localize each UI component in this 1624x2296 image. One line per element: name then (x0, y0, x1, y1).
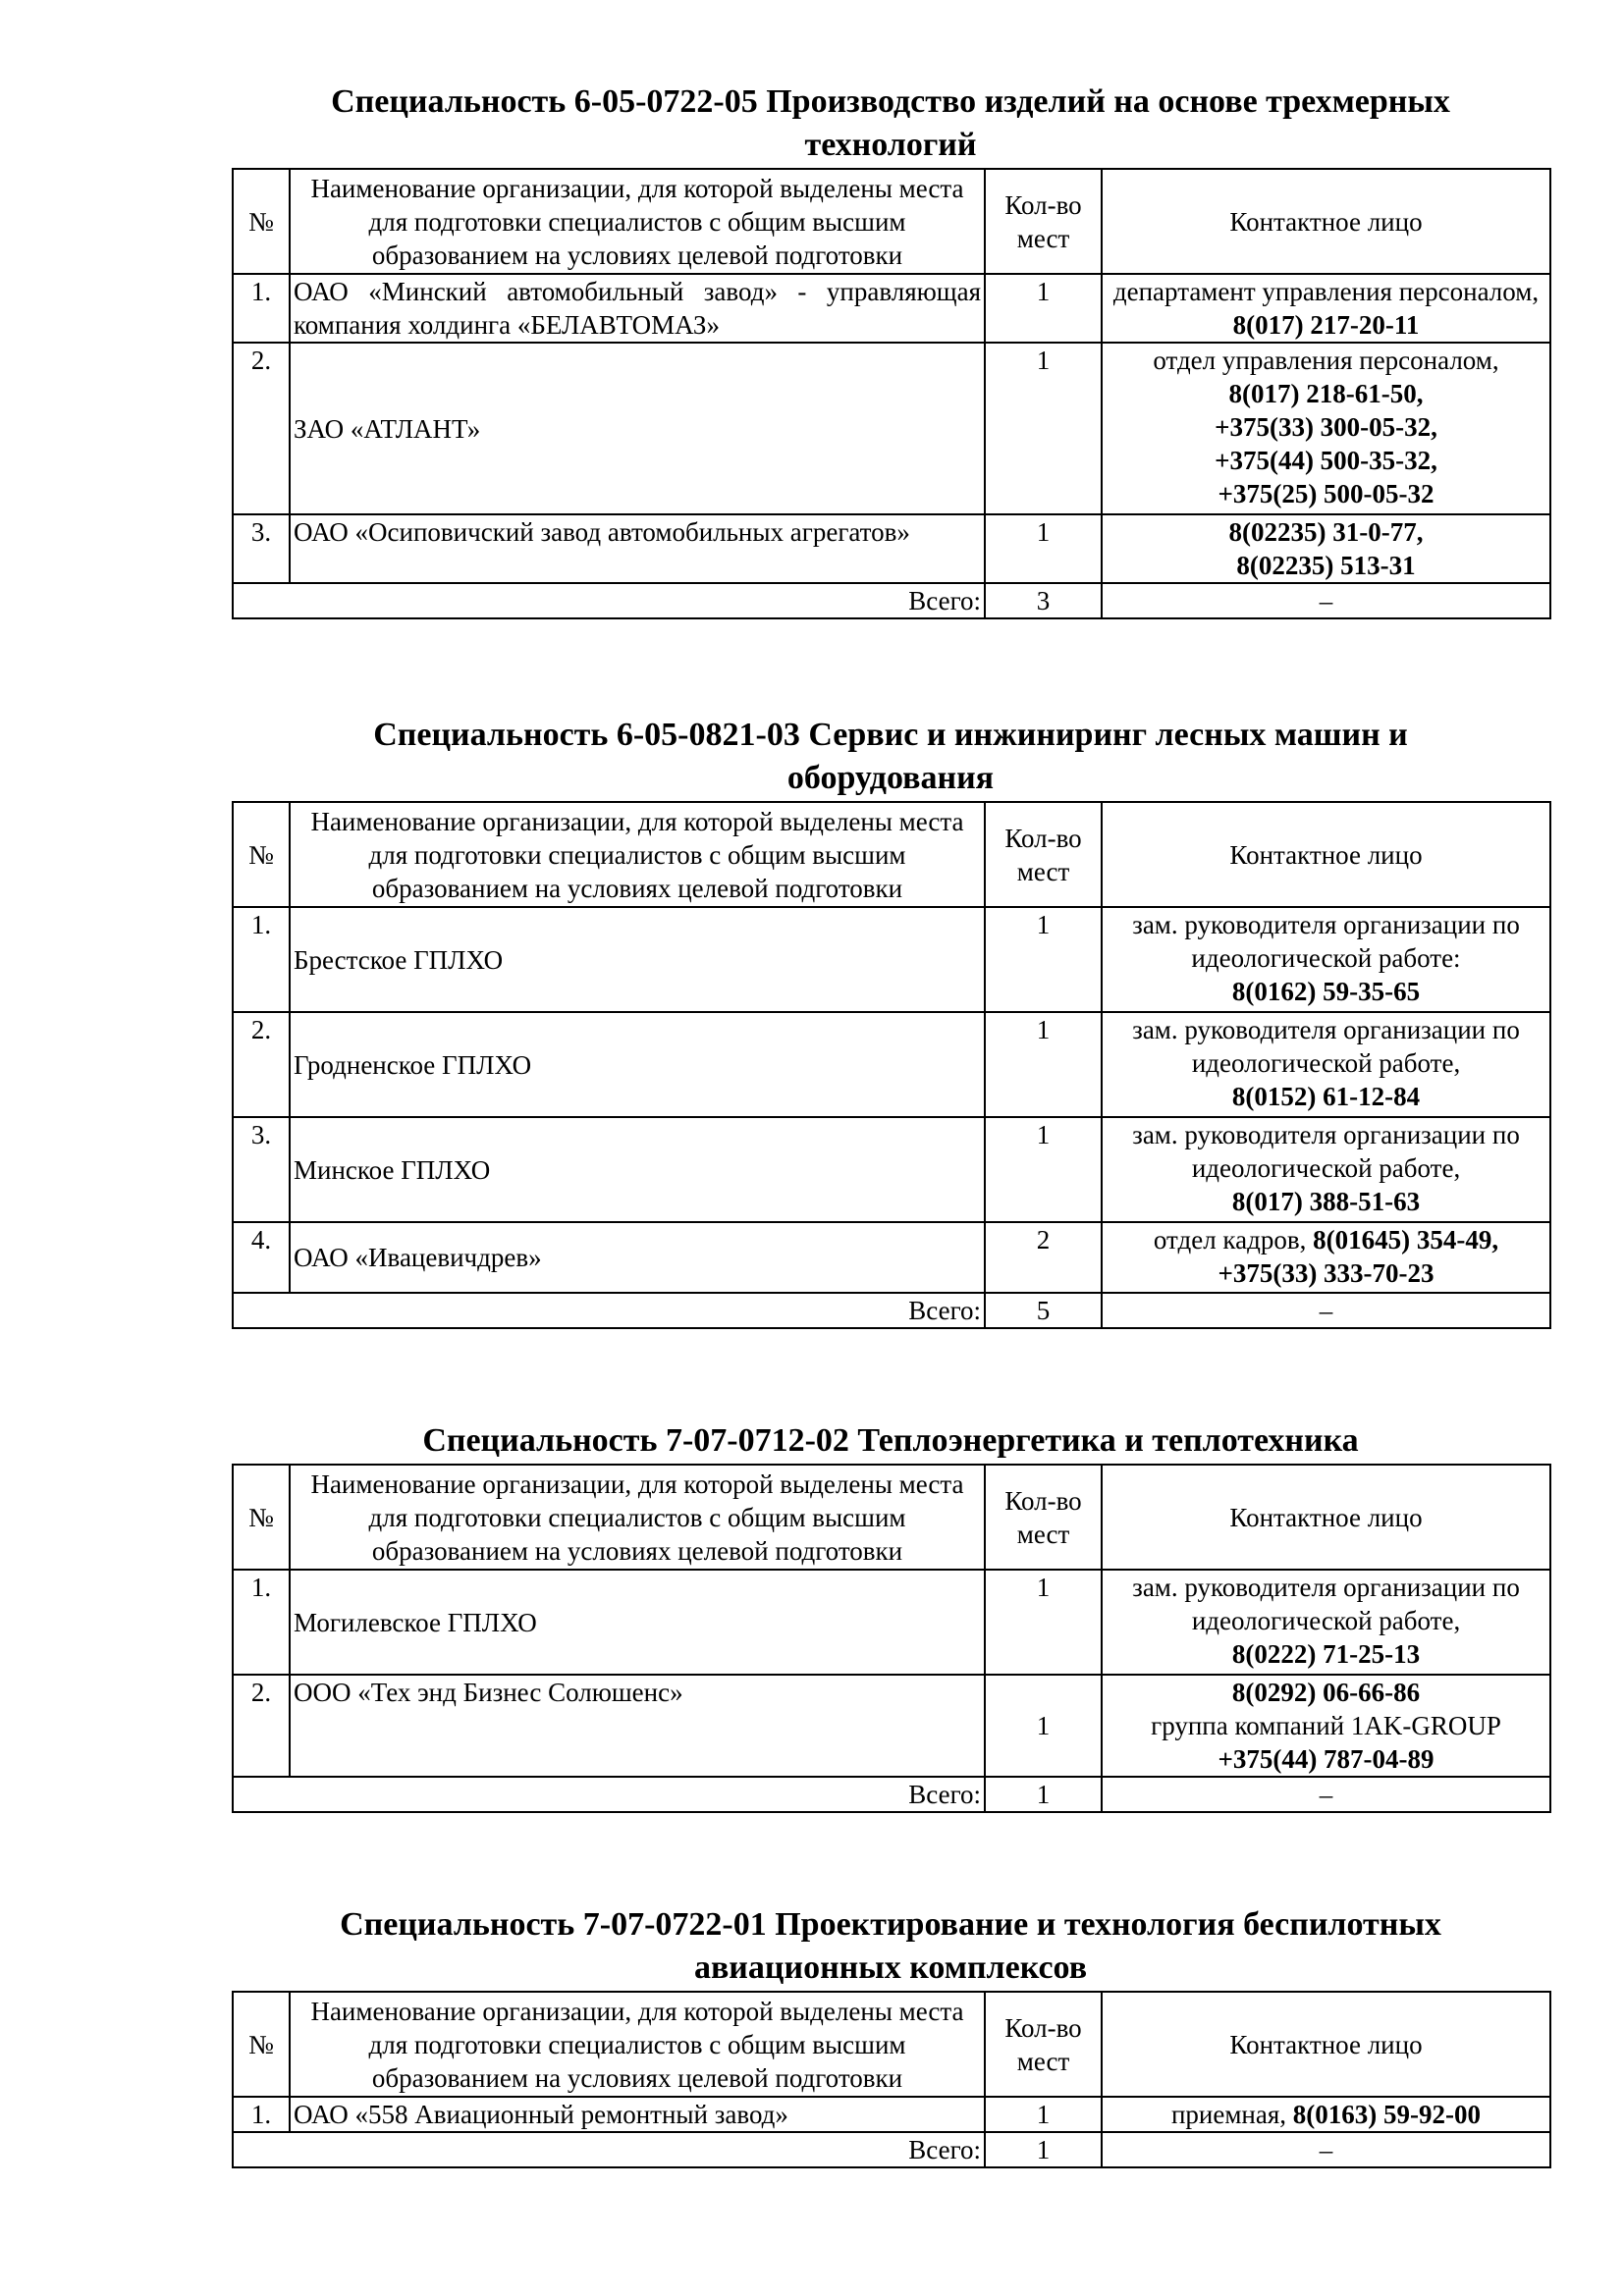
title-prefix: Специальность (331, 83, 567, 120)
row-count: 1 (985, 1117, 1102, 1222)
row-contact (1102, 514, 1550, 583)
row-org: ОАО «Осиповичский завод автомобильных агрегатов» (290, 514, 985, 583)
contact-phone: 8(017) 217-20-11 (1232, 310, 1420, 340)
specialty-code: 7-07-0712-02 (665, 1422, 849, 1459)
header-num: № (233, 1992, 290, 2097)
contact-phone: +375(44) 787-04-89 (1218, 1744, 1435, 1774)
row-count: 1 (985, 1675, 1102, 1777)
header-org: Наименование организации, для которой выделены места для подготовки специалистов с общим высшим образованием на условиях целевой подготовки (290, 1465, 985, 1570)
header-contact: Контактное лицо (1102, 802, 1550, 907)
section-title (232, 714, 1549, 800)
row-count: 1 (985, 514, 1102, 583)
row-num: 1. (233, 1570, 290, 1675)
specialty-name: Проектирование и технология беспилотных авиационных комплексов (693, 1906, 1441, 1986)
header-org: Наименование организации, для которой выделены места для подготовки специалистов с общим высшим образованием на условиях целевой подготовки (290, 802, 985, 907)
contact-text: группа компаний 1AK-GROUP (1151, 1711, 1501, 1740)
row-contact (1102, 2097, 1550, 2132)
contact-phone: 8(0163) 59-92-00 (1292, 2100, 1482, 2129)
row-count: 1 (985, 274, 1102, 343)
row-num: 1. (233, 907, 290, 1012)
total-label: Всего: (233, 583, 985, 618)
row-org: ООО «Тех энд Бизнес Солюшенс» (290, 1675, 985, 1777)
header-num: № (233, 169, 290, 274)
row-org: ОАО «Ивацевичдрев» (290, 1222, 985, 1293)
row-org: Брестское ГПЛХО (290, 907, 985, 1012)
contact-phone: 8(0292) 06-66-86 (1231, 1678, 1421, 1707)
row-contact (1102, 1570, 1550, 1675)
total-label: Всего: (233, 1777, 985, 1812)
row-contact (1102, 1675, 1550, 1777)
organizations-table (232, 168, 1551, 619)
header-org: Наименование организации, для которой выделены места для подготовки специалистов с общим высшим образованием на условиях целевой подготовки (290, 1992, 985, 2097)
table-row (233, 1675, 1550, 1777)
table-row (233, 274, 1550, 343)
contact-text: приемная, (1170, 2100, 1293, 2129)
specialty-section (232, 1903, 1549, 2168)
contact-phone: 8(0152) 61-12-84 (1231, 1082, 1421, 1111)
header-org: Наименование организации, для которой выделены места для подготовки специалистов с общим высшим образованием на условиях целевой подготовки (290, 169, 985, 274)
table-header-row (233, 1992, 1550, 2097)
organizations-table (232, 1991, 1551, 2168)
header-count: Кол-во мест (985, 169, 1102, 274)
row-num: 2. (233, 1012, 290, 1117)
row-count: 1 (985, 2097, 1102, 2132)
table-row (233, 1117, 1550, 1222)
contact-phone: 8(01645) 354-49, +375(33) 333-70-23 (1218, 1225, 1499, 1288)
row-contact (1102, 907, 1550, 1012)
table-row (233, 1012, 1550, 1117)
table-row (233, 1222, 1550, 1293)
total-label: Всего: (233, 2132, 985, 2167)
row-count: 1 (985, 907, 1102, 1012)
row-num: 3. (233, 1117, 290, 1222)
contact-phone: 8(02235) 31-0-77, 8(02235) 513-31 (1228, 517, 1424, 580)
row-count: 1 (985, 1570, 1102, 1675)
row-num: 1. (233, 2097, 290, 2132)
row-num: 2. (233, 343, 290, 514)
header-contact: Контактное лицо (1102, 1992, 1550, 2097)
table-row (233, 2097, 1550, 2132)
contact-text: департамент управления персоналом, (1112, 277, 1540, 306)
total-value: 5 (985, 1293, 1102, 1328)
section-title (232, 80, 1549, 167)
total-value: 1 (985, 2132, 1102, 2167)
organizations-table (232, 801, 1551, 1329)
specialty-code: 7-07-0722-01 (582, 1906, 767, 1943)
contact-phone: 8(017) 388-51-63 (1231, 1187, 1421, 1216)
row-org: Гродненское ГПЛХО (290, 1012, 985, 1117)
total-row (233, 1293, 1550, 1328)
row-contact (1102, 1012, 1550, 1117)
row-num: 1. (233, 274, 290, 343)
section-title (232, 1419, 1549, 1463)
row-contact (1102, 1222, 1550, 1293)
specialty-name: Теплоэнергетика и теплотехника (857, 1422, 1359, 1459)
specialty-section (232, 1419, 1549, 1813)
contact-phone: 8(0222) 71-25-13 (1231, 1639, 1421, 1669)
header-num: № (233, 802, 290, 907)
contact-text: зам. руководителя организации по идеологической работе, (1132, 1573, 1520, 1635)
row-count: 2 (985, 1222, 1102, 1293)
contact-text: зам. руководителя организации по идеологической работе, (1132, 1015, 1520, 1078)
header-contact: Контактное лицо (1102, 1465, 1550, 1570)
specialty-section (232, 80, 1549, 619)
total-row (233, 2132, 1550, 2167)
contact-text: зам. руководителя организации по идеологической работе, (1132, 1120, 1520, 1183)
specialty-section (232, 714, 1549, 1329)
title-prefix: Специальность (422, 1422, 658, 1459)
contact-text: отдел управления персоналом, (1153, 346, 1499, 375)
row-num: 3. (233, 514, 290, 583)
title-prefix: Специальность (373, 717, 609, 753)
table-header-row (233, 802, 1550, 907)
specialty-name: Сервис и инжиниринг лесных машин и оборудования (786, 717, 1408, 796)
row-num: 2. (233, 1675, 290, 1777)
total-label: Всего: (233, 1293, 985, 1328)
total-row (233, 583, 1550, 618)
header-contact: Контактное лицо (1102, 169, 1550, 274)
row-num: 4. (233, 1222, 290, 1293)
total-contact: – (1102, 583, 1550, 618)
row-count: 1 (985, 343, 1102, 514)
row-contact (1102, 1117, 1550, 1222)
contact-text: отдел кадров, (1153, 1225, 1314, 1255)
table-row (233, 907, 1550, 1012)
header-count: Кол-во мест (985, 1992, 1102, 2097)
row-org: ЗАО «АТЛАНТ» (290, 343, 985, 514)
row-org: ОАО «558 Авиационный ремонтный завод» (290, 2097, 985, 2132)
contact-phone: 8(017) 218-61-50, +375(33) 300-05-32, +375(44) 500-35-32, +375(25) 500-05-32 (1215, 379, 1437, 508)
row-org: Могилевское ГПЛХО (290, 1570, 985, 1675)
specialty-name: Производство изделий на основе трехмерных технологий (766, 83, 1450, 163)
row-contact (1102, 343, 1550, 514)
table-header-row (233, 169, 1550, 274)
total-contact: – (1102, 1293, 1550, 1328)
total-value: 3 (985, 583, 1102, 618)
total-contact: – (1102, 1777, 1550, 1812)
row-count: 1 (985, 1012, 1102, 1117)
contact-text: зам. руководителя организации по идеологической работе: (1132, 910, 1520, 973)
specialty-code: 6-05-0722-05 (573, 83, 758, 120)
table-row (233, 343, 1550, 514)
organizations-table (232, 1464, 1551, 1813)
total-row (233, 1777, 1550, 1812)
table-row (233, 1570, 1550, 1675)
header-count: Кол-во мест (985, 802, 1102, 907)
total-value: 1 (985, 1777, 1102, 1812)
title-prefix: Специальность (340, 1906, 575, 1943)
header-count: Кол-во мест (985, 1465, 1102, 1570)
section-title (232, 1903, 1549, 1990)
total-contact: – (1102, 2132, 1550, 2167)
specialty-code: 6-05-0821-03 (616, 717, 800, 753)
header-num: № (233, 1465, 290, 1570)
row-org: Минское ГПЛХО (290, 1117, 985, 1222)
contact-phone: 8(0162) 59-35-65 (1231, 977, 1421, 1006)
table-header-row (233, 1465, 1550, 1570)
row-org: ОАО «Минский автомобильный завод» - управляющая компания холдинга «БЕЛАВТОМАЗ» (290, 274, 985, 343)
table-row (233, 514, 1550, 583)
row-contact (1102, 274, 1550, 343)
